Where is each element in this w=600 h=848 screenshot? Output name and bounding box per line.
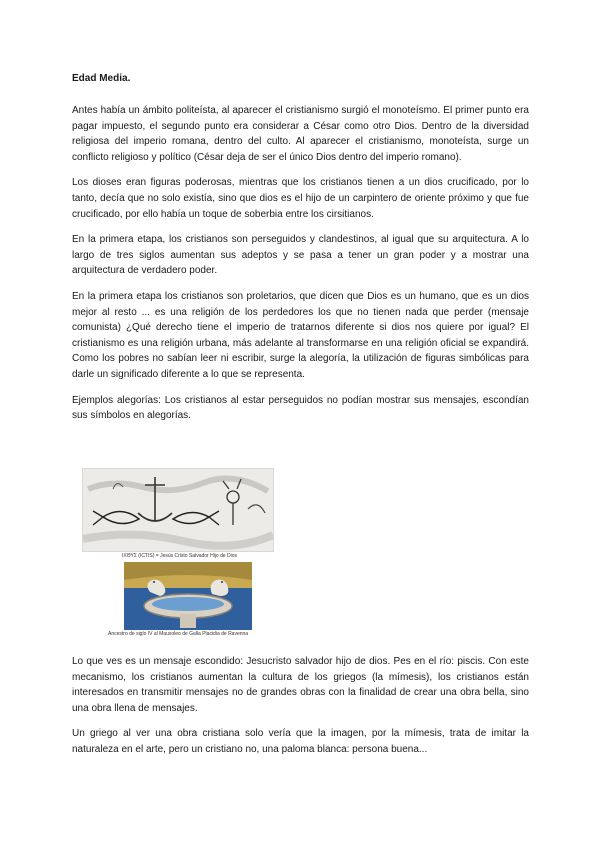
- page-title: Edad Media.: [72, 73, 131, 84]
- paragraph: En la primera etapa, los cristianos son perseguidos y clandestinos, al igual que su arquitectura. A lo largo de tres siglos aumentan sus adeptos y se pasa a tener un gran poder y a mostrar una arquitectura de verdadero poder.: [72, 234, 529, 277]
- paragraph: Ejemplos alegorías: Los cristianos al estar perseguidos no podían mostrar sus mensajes, escondían sus símbolos en alegorías.: [72, 394, 529, 422]
- document-body: [72, 72, 529, 434]
- paragraph: Los dioses eran figuras poderosas, mientras que los cristianos tienen a un dios crucificado, por lo tanto, decía que no solo existía, sino que dios es el hijo de un carpintero de oriente próximo y que fue crucificado, por ello había un toque de soberbia entre los cirsitianos.: [72, 177, 529, 220]
- ichthys-engraving-image: [82, 468, 274, 552]
- doves-mosaic-image: [124, 562, 252, 630]
- ichthys-engraving-drawing: [83, 469, 273, 551]
- paragraph: En la primera etapa los cristianos son proletarios, que dicen que Dios es un humano, que es un dios mejor al resto ... es una religión de los perdedores los que no tienen nada que perder (mensaje comunista) ¿Qué derecho tiene el imperio de tratarnos diferente si dios nos quiere por igual? El cristianismo es una religión urbana, más adelante al transformarse en una religión oficial se expandirá. Como los pobres no sabían leer ni escribir, surge la alegoría, la utilización de figuras simbólicas para darle un significado diferente a lo que se representa.: [72, 290, 529, 380]
- figure-illustrations: [82, 468, 274, 638]
- image-caption: ΙΧΘΥΣ (ICTIS) = Jesús Cristo Salvador Hijo de Dios: [122, 553, 238, 559]
- paragraph: Antes había un ámbito politeísta, al aparecer el cristianismo surgió el monoteísmo. El primer punto era pagar impuesto, el segundo punto era considerar a César como otro Dios. Dentro de la diversidad religiosa del imperio romana, dentro del culto. Al aparecer el cristianismo, monoteísta, surge un conflicto religioso y político (César deja de ser el único Dios dentro del imperio romano).: [72, 105, 529, 163]
- image-caption: Ancestro de siglo IV al Mausoleo de Galla Placidia de Ravenna: [108, 631, 249, 637]
- document-body-continued: [72, 654, 529, 768]
- doves-mosaic-drawing: [124, 562, 252, 630]
- paragraph: Un griego al ver una obra cristiana solo vería que la imagen, por la mímesis, trata de imitar la naturaleza en el arte, pero un cristiano no, una paloma blanca: persona buena...: [72, 728, 529, 755]
- paragraph: Lo que ves es un mensaje escondido: Jesucristo salvador hijo de dios. Pes en el río: piscis. Con este mecanismo, los cristianos aumentan la cultura de los griegos (la mímesis), los cristianos están interesados en transmitir mensajes no de grandes obras con la finalidad de crear una obra bella, sino una obra llena de mensajes.: [72, 656, 529, 714]
